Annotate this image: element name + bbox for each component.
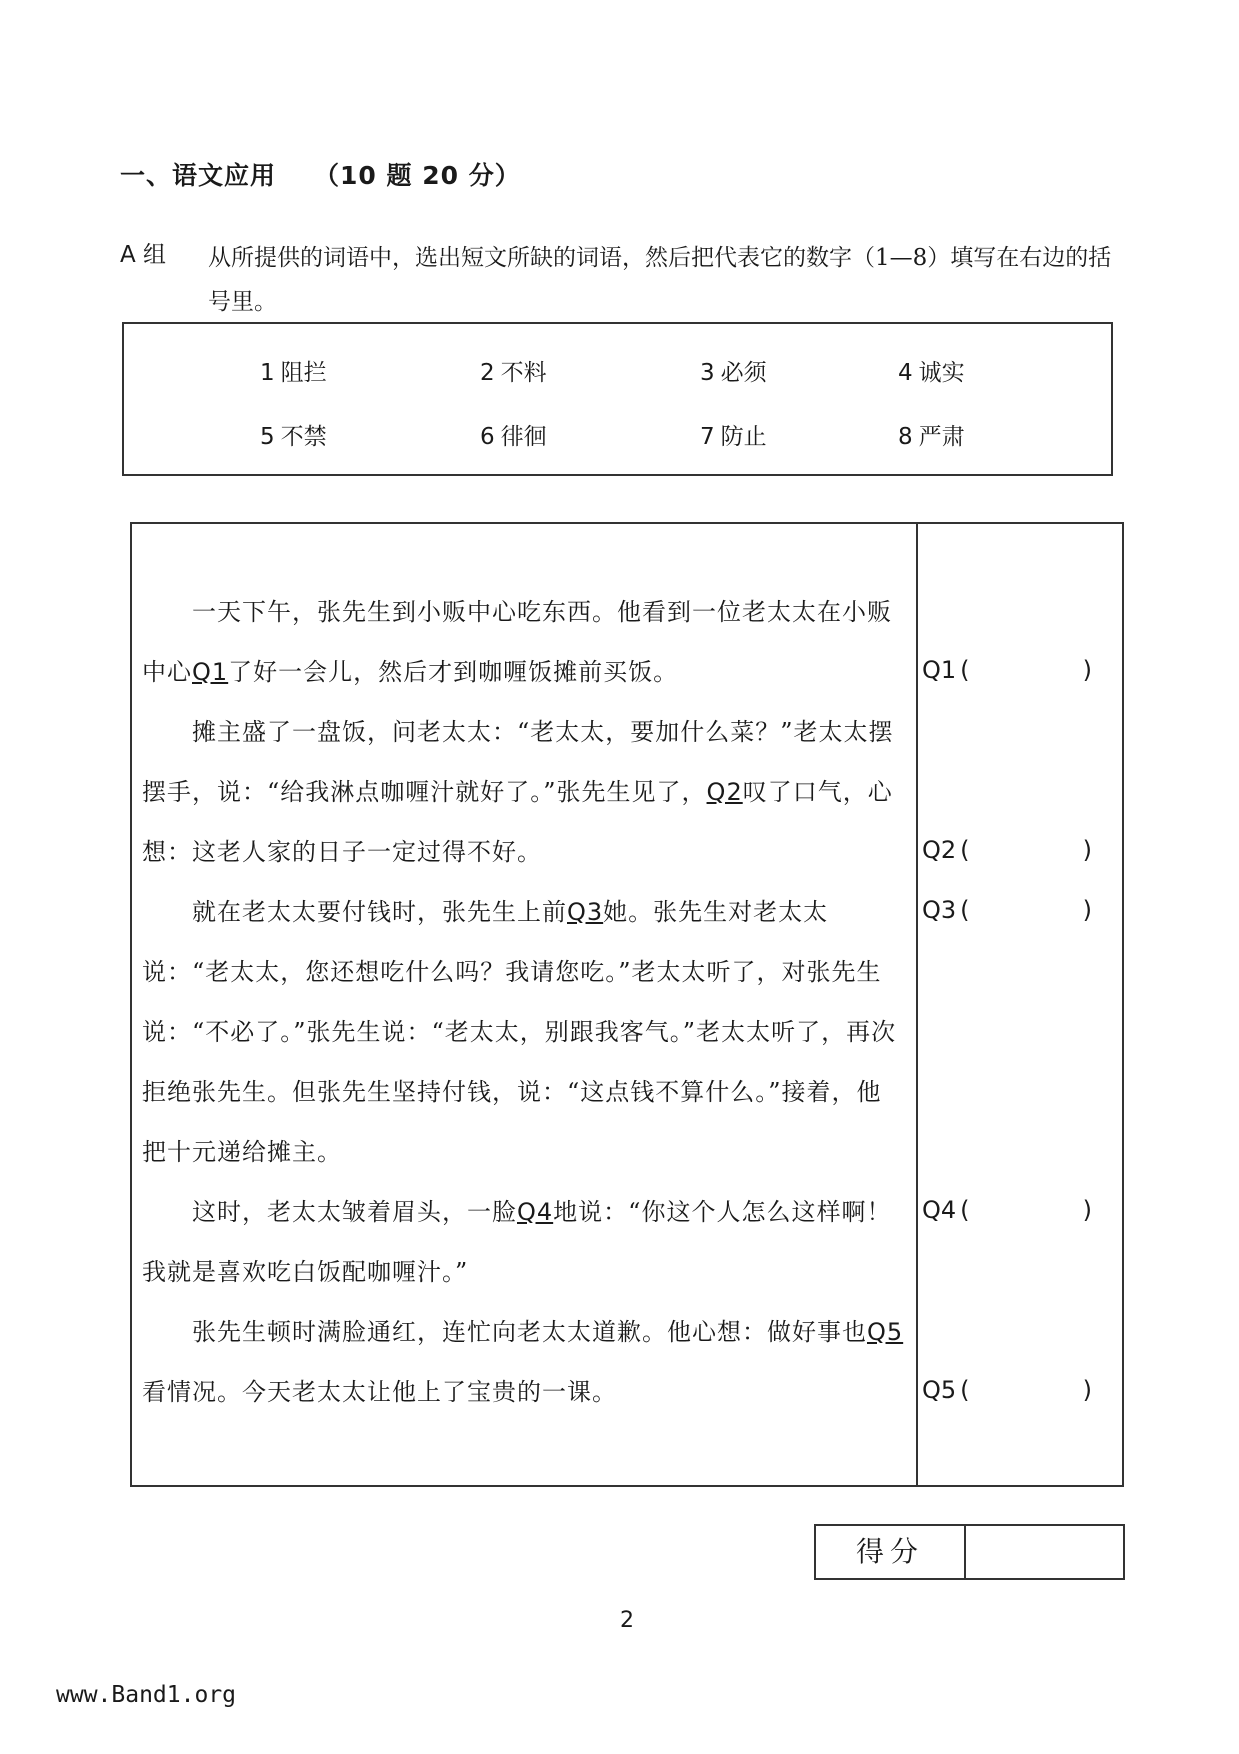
group-instruction: 从所提供的词语中，选出短文所缺的词语，然后把代表它的数字（1—8）填写在右边的括号里。 bbox=[208, 245, 1112, 315]
word-option: 8 严肃 bbox=[898, 424, 965, 450]
score-box bbox=[814, 1524, 1125, 1580]
word-option: 5 不禁 bbox=[260, 424, 327, 450]
blank-q2: Q2 bbox=[706, 778, 743, 806]
section-points: （10 题 20 分） bbox=[314, 161, 521, 190]
word-option: 4 诚实 bbox=[898, 360, 965, 386]
passage-paragraph-1: 一天下午，张先生到小贩中心吃东西。他看到一位老太太在小贩中心Q1了好一会儿，然后才到咖喱饭摊前买饭。 bbox=[142, 598, 892, 686]
passage-paragraph-5: 张先生顿时满脸通红，连忙向老太太道歉。他心想：做好事也Q5看情况。今天老太太让他上了宝贵的一课。 bbox=[142, 1318, 904, 1406]
answer-slot-q2[interactable]: Q2 ( ) bbox=[922, 836, 1092, 864]
page-number: 2 bbox=[620, 1608, 634, 1633]
column-divider bbox=[916, 524, 918, 1485]
section-heading bbox=[120, 156, 521, 192]
blank-q3: Q3 bbox=[567, 898, 604, 926]
word-option: 6 徘徊 bbox=[480, 424, 547, 450]
score-label: 得分 bbox=[816, 1526, 966, 1578]
word-option: 7 防止 bbox=[700, 424, 767, 450]
passage-paragraph-4: 这时，老太太皱着眉头，一脸Q4地说：“你这个人怎么这样啊！我就是喜欢吃白饭配咖喱汁。” bbox=[142, 1198, 892, 1286]
word-bank bbox=[122, 322, 1113, 476]
blank-q4: Q4 bbox=[517, 1198, 554, 1226]
answer-slot-q4[interactable]: Q4 ( ) bbox=[922, 1196, 1092, 1224]
answer-slot-q1[interactable]: Q1 ( ) bbox=[922, 656, 1092, 684]
word-option: 1 阻拦 bbox=[260, 360, 327, 386]
blank-q1: Q1 bbox=[192, 658, 229, 686]
answer-slot-q5[interactable]: Q5 ( ) bbox=[922, 1376, 1092, 1404]
word-option: 2 不料 bbox=[480, 360, 547, 386]
passage-box bbox=[130, 522, 1124, 1487]
passage-paragraph-2: 摊主盛了一盘饭，问老太太：“老太太，要加什么菜？”老太太摆摆手，说：“给我淋点咖喱汁就好了。”张先生见了，Q2叹了口气，心想：这老人家的日子一定过得不好。 bbox=[142, 718, 894, 866]
word-option: 3 必须 bbox=[700, 360, 767, 386]
section-title: 一、语文应用 bbox=[120, 161, 277, 190]
footer-url: www.Band1.org bbox=[56, 1682, 237, 1708]
passage-paragraph-3: 就在老太太要付钱时，张先生上前Q3她。张先生对老太太说：“老太太，您还想吃什么吗？我请您吃。”老太太听了，对张先生说：“不必了。”张先生说：“老太太，别跟我客气。”老太太听了，再次拒绝张先生。但张先生坚持付钱，说：“这点钱不算什么。”接着，他把十元递给摊主。 bbox=[142, 898, 897, 1166]
blank-q5: Q5 bbox=[867, 1318, 904, 1346]
answer-slot-q3[interactable]: Q3 ( ) bbox=[922, 896, 1092, 924]
group-label: A 组 bbox=[120, 242, 167, 268]
